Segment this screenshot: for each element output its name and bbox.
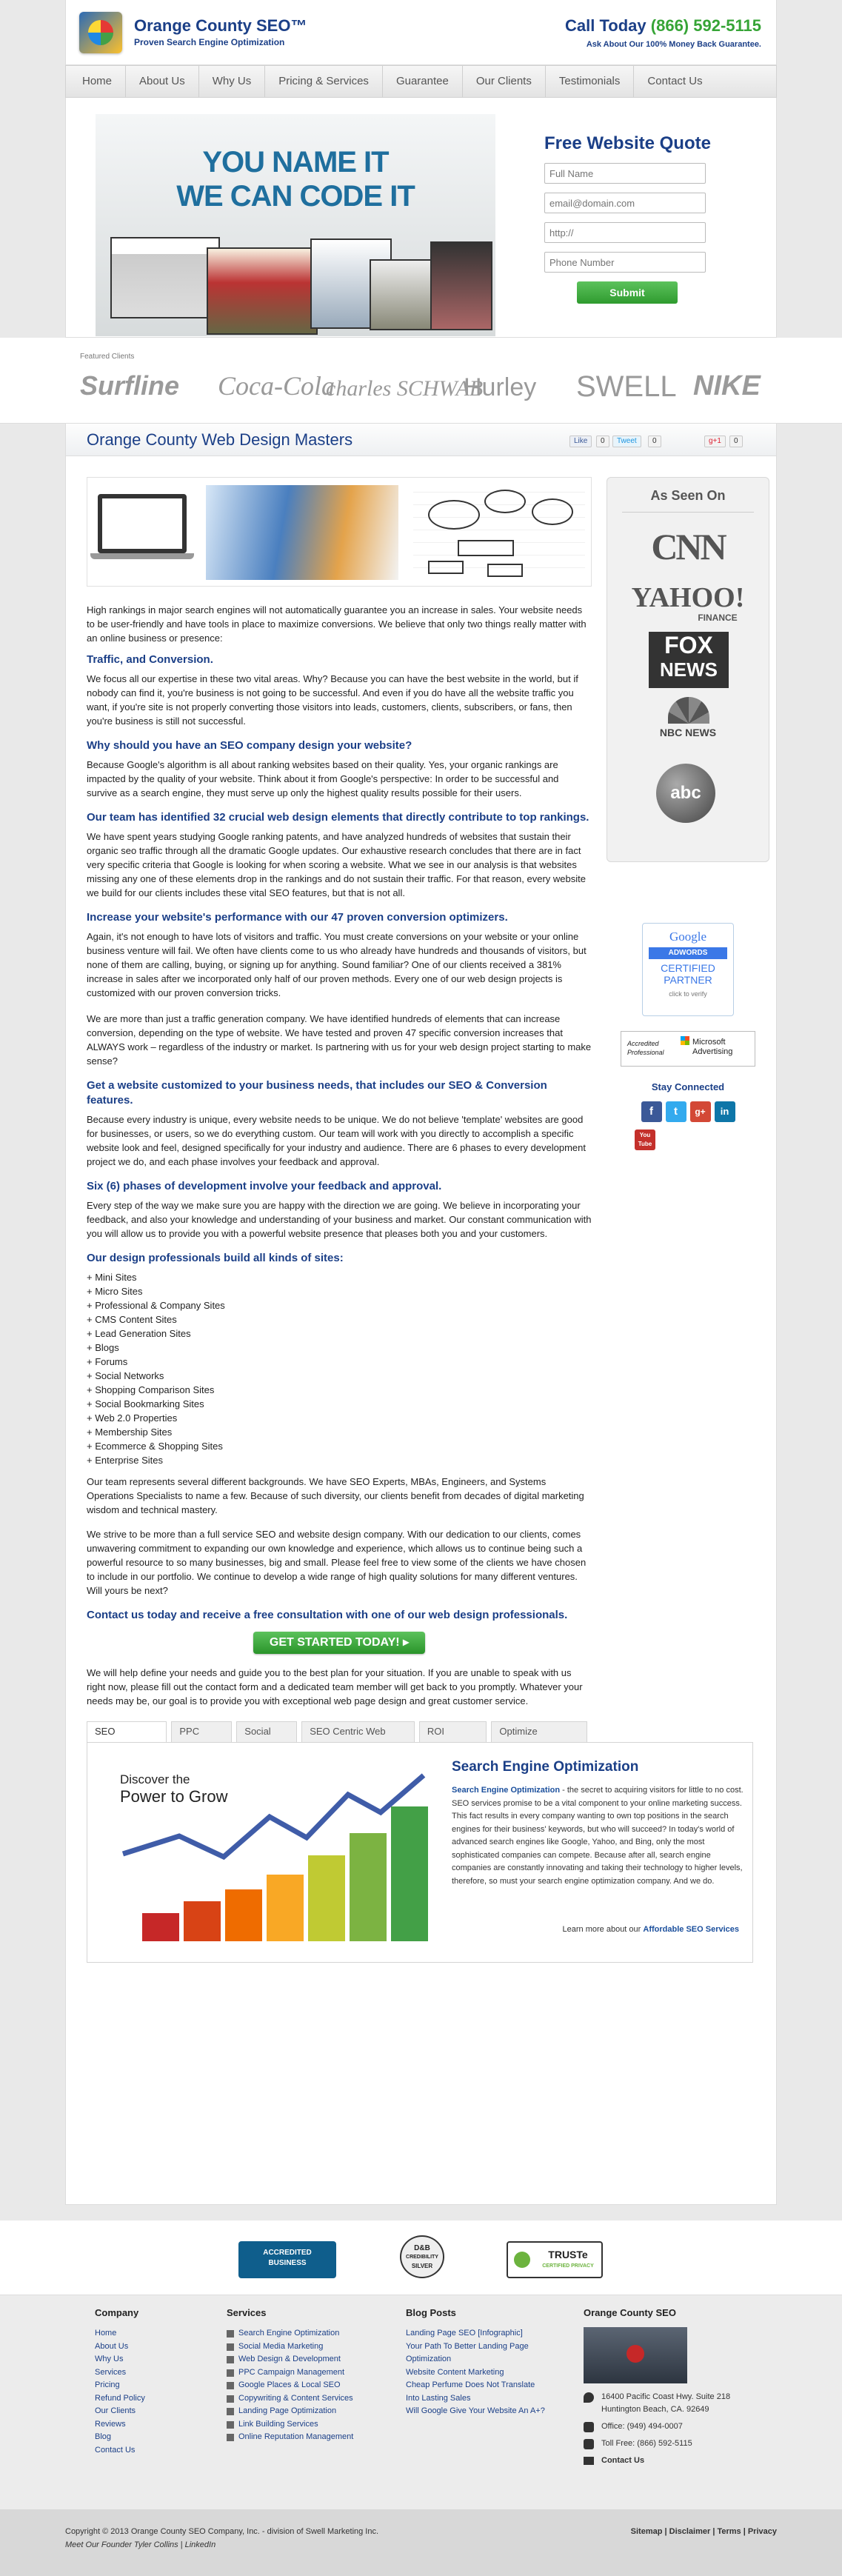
contact-text: Contact Us bbox=[601, 2456, 645, 2465]
address bbox=[584, 2391, 730, 2416]
footer-link[interactable]: Will Google Give Your Website An A+? bbox=[406, 2406, 545, 2415]
footer-link[interactable]: Online Reputation Management bbox=[227, 2431, 353, 2444]
founder-link[interactable]: Meet Our Founder Tyler Collins | LinkedIn bbox=[65, 2540, 216, 2549]
hero-section bbox=[65, 98, 777, 338]
like-count: 0 bbox=[596, 436, 609, 447]
page-title: Orange County Web Design Masters bbox=[87, 430, 353, 449]
learn-more bbox=[563, 1925, 739, 1934]
truste-line-2: CERTIFIED PRIVACY bbox=[542, 2263, 594, 2269]
main-content bbox=[65, 424, 777, 2205]
as-seen-on-title: As Seen On bbox=[650, 488, 726, 503]
website-mockups bbox=[206, 485, 398, 580]
brand-tagline: Proven Search Engine Optimization bbox=[134, 37, 285, 47]
tab-roi-analytics[interactable]: ROI bbox=[419, 1721, 487, 1742]
footer-link[interactable]: Search Engine Optimization bbox=[227, 2327, 353, 2340]
heading-traffic: Traffic, and Conversion. bbox=[87, 653, 213, 666]
facebook-icon[interactable]: f bbox=[641, 1101, 662, 1122]
client-logo-nike: NIKE bbox=[693, 370, 761, 401]
truste-line-1: TRUSTe bbox=[548, 2249, 588, 2260]
heading-why-seo: Why should you have an SEO company design your website? bbox=[87, 739, 412, 752]
client-logo-coca-cola: Coca-Cola bbox=[218, 371, 335, 401]
list-item: + Shopping Comparison Sites bbox=[87, 1384, 215, 1395]
nav-pricing-services[interactable]: Pricing & Services bbox=[265, 66, 383, 97]
partner-label: PARTNER bbox=[664, 974, 712, 986]
footer-oc-heading: Orange County SEO bbox=[584, 2307, 676, 2318]
truste-badge[interactable] bbox=[507, 2241, 603, 2278]
dnb-line-1: D&B bbox=[414, 2244, 430, 2252]
cta-label: GET STARTED TODAY! bbox=[269, 1636, 400, 1649]
phone-number[interactable]: (866) 592-5115 bbox=[650, 16, 761, 35]
site-types-list bbox=[87, 1270, 592, 1467]
list-item: + Membership Sites bbox=[87, 1427, 173, 1438]
footer-link[interactable]: PPC Campaign Management bbox=[227, 2366, 353, 2380]
trust-badges bbox=[0, 2220, 842, 2295]
yahoo-finance-label: FINANCE bbox=[698, 613, 738, 623]
heading-customized: Get a website customized to your business needs, that includes our SEO & Conversion features. bbox=[87, 1079, 547, 1107]
tab-social-mojo[interactable]: Social bbox=[236, 1721, 297, 1742]
hero-headline-line-2: WE CAN CODE IT bbox=[176, 180, 415, 213]
website-url-input[interactable] bbox=[544, 222, 706, 243]
panel-text bbox=[452, 1784, 746, 1888]
office-phone bbox=[584, 2420, 730, 2433]
laptop-base-icon bbox=[90, 553, 194, 559]
footer-link[interactable]: Social Media Marketing bbox=[227, 2340, 353, 2354]
panel-title: Search Engine Optimization bbox=[452, 1759, 639, 1775]
adwords-label: ADWORDS bbox=[649, 947, 727, 959]
list-item: + Social Bookmarking Sites bbox=[87, 1398, 204, 1409]
footer-link[interactable]: Optimization bbox=[406, 2355, 452, 2363]
footer-link[interactable]: Copywriting & Content Services bbox=[227, 2392, 353, 2406]
nav-guarantee[interactable]: Guarantee bbox=[383, 66, 463, 97]
bbb-line-1: ACCREDITED bbox=[263, 2249, 312, 2257]
cta-wrapper bbox=[87, 1632, 592, 1654]
footer-link[interactable]: Why Us bbox=[95, 2355, 124, 2363]
dnb-badge[interactable] bbox=[400, 2235, 444, 2278]
footer-link[interactable]: Landing Page SEO [Infographic] bbox=[406, 2329, 523, 2338]
microsoft-icon bbox=[681, 1036, 689, 1045]
client-logo-swell: SWELL bbox=[576, 370, 677, 403]
heading-contact: Contact us today and receive a free consultation with one of our web design professionals. bbox=[87, 1609, 568, 1621]
office-phone-text: Office: (949) 494-0007 bbox=[601, 2422, 683, 2431]
envelope-icon bbox=[584, 2457, 594, 2465]
brand-name[interactable]: Orange County SEO™ bbox=[134, 16, 307, 35]
accredited-label: Accredited Professional bbox=[627, 1040, 664, 1056]
map-pin-icon bbox=[584, 2392, 594, 2403]
traffic-paragraph: We focus all our expertise in these two vital areas. Why? Because you can have the best website in the world, but if nobody can find it, you're business is not going to be successful. And even if you do have all the website traffic you want, if you're site is not properly converting those visitors into leads, customers, clients, subscribers, or fans, then you're business is still not successful. bbox=[87, 673, 578, 727]
nav-contact-us[interactable]: Contact Us bbox=[647, 75, 703, 87]
growth-bars-graphic bbox=[113, 1765, 435, 1944]
dnb-line-2: CREDIBILITY bbox=[406, 2255, 438, 2260]
toll-free-phone bbox=[584, 2437, 730, 2450]
affordable-seo-link[interactable]: Affordable SEO Services bbox=[643, 1925, 739, 1934]
footer-link[interactable]: About Us bbox=[95, 2341, 129, 2351]
plus-count: 0 bbox=[729, 436, 743, 447]
list-item: + Ecommerce & Shopping Sites bbox=[87, 1441, 223, 1452]
copyright: Copyright © 2013 Orange County SEO Company, Inc. - division of Swell Marketing Inc. bbox=[65, 2527, 379, 2536]
heading-site-types: Our design professionals build all kinds of sites: bbox=[87, 1252, 344, 1264]
phone-icon bbox=[584, 2439, 594, 2449]
list-item: + Mini Sites bbox=[87, 1272, 137, 1283]
google-adwords-badge[interactable] bbox=[642, 923, 734, 1016]
phone-icon bbox=[584, 2422, 594, 2432]
get-started-button[interactable] bbox=[253, 1632, 425, 1654]
footer-link[interactable]: Reviews bbox=[95, 2419, 126, 2429]
website-screenshot bbox=[207, 247, 318, 335]
bbb-line-2: BUSINESS bbox=[268, 2259, 307, 2267]
call-label: Call Today bbox=[565, 16, 646, 35]
abc-label: abc bbox=[670, 783, 701, 803]
as-seen-on bbox=[607, 477, 769, 862]
title-bar bbox=[66, 424, 776, 456]
cnn-logo: CNN bbox=[651, 526, 725, 567]
footer-link[interactable]: Your Path To Better Landing Page bbox=[406, 2341, 529, 2351]
facebook-like-button[interactable] bbox=[569, 436, 592, 447]
stay-connected: Stay Connected bbox=[651, 1081, 725, 1092]
tweet-label: Tweet bbox=[617, 437, 637, 445]
footer-link[interactable]: Blog bbox=[95, 2432, 112, 2441]
growth-chart-image bbox=[113, 1765, 435, 1944]
list-item: + Micro Sites bbox=[87, 1286, 143, 1297]
client-logo-schwab: charles SCHWAB bbox=[326, 376, 484, 401]
youtube-icon[interactable]: You Tube bbox=[635, 1129, 655, 1150]
footer-link[interactable]: Cheap Perfume Does Not Translate bbox=[406, 2380, 535, 2389]
help-paragraph: We will help define your needs and guide you to the best plan for your situation. If you are unable to speak with us right now, please fill out the contact form and a dedicated team member will get back to you promptly. Whatever your needs may be, our goal is to provide you with exceptional web page design and great customer service. bbox=[87, 1667, 583, 1706]
main-nav bbox=[65, 65, 777, 98]
list-item: + CMS Content Sites bbox=[87, 1314, 177, 1325]
client-logo-hurley: Hurley bbox=[464, 373, 537, 401]
footer-link[interactable]: Pricing bbox=[95, 2380, 120, 2389]
footer-link[interactable]: Contact Us bbox=[95, 2445, 136, 2455]
google-plus-button[interactable]: g+1 bbox=[704, 436, 726, 447]
fox-label: FOX bbox=[664, 632, 713, 658]
tweet-count: 0 bbox=[648, 436, 661, 447]
address-line-2: Huntington Beach, CA. 92649 bbox=[601, 2405, 709, 2414]
footer-blog-heading: Blog Posts bbox=[406, 2307, 456, 2318]
image-line-1: Discover the bbox=[120, 1772, 190, 1786]
footer-link[interactable]: Into Lasting Sales bbox=[406, 2393, 471, 2403]
truste-check-icon bbox=[514, 2252, 530, 2268]
seo-link[interactable]: Search Engine Optimization bbox=[452, 1786, 561, 1795]
verify-label: click to verify bbox=[669, 990, 707, 998]
arrow-right-icon: ▸ bbox=[403, 1636, 410, 1649]
panel-body: - the secret to acquiring visitors for little to no cost. SEO services promise to be a vital component to your online marketing success. This fact results in every company wanting to own top positions in the search engines for their business' keywords, but who will succeed? In today's world of advanced search engines like Google, Yahoo, and Bing, only the most sophisticated companies can compete. Because after all, search engine companies are constantly innovating and taking their technology to higher levels, therefore, so must your search engine optimization company. And we do. bbox=[452, 1786, 744, 1886]
optimizers-paragraph-2: We are more than just a traffic generation company. We have identified hundreds of elements that can increase conversion, depending on the type of website. We have tested and proven 47 specific conversion increases that ALWAYS work – regardless of the industry or market. Is partnering with us for your web design project starting to make sense? bbox=[87, 1013, 592, 1067]
list-item: + Enterprise Sites bbox=[87, 1455, 163, 1466]
bbb-badge[interactable] bbox=[238, 2241, 336, 2278]
image-line-2: Power to Grow bbox=[120, 1787, 228, 1806]
intro-paragraph: High rankings in major search engines will not automatically guarantee you an increase in sales. Your website needs to be user-friendly and have tools in place to maximize conversions. We believe that only two things really matter with an online business or presence: bbox=[87, 604, 587, 644]
toll-free-text: Toll Free: (866) 592-5115 bbox=[601, 2439, 692, 2448]
customized-paragraph: Because every industry is unique, every website needs to be unique. We do not believe 'template' websites are good for businesses, or users, so we do everything custom. Our team will work with you directly to accomplish a specific website look and feel, designed specifically for your industry and audience. There are 6 phases to every development project we do, and each phase involves your feedback and approval. bbox=[87, 1114, 586, 1167]
footer-link[interactable]: Website Content Marketing bbox=[406, 2367, 504, 2377]
like-label: Like bbox=[574, 437, 588, 445]
sketch-diagram bbox=[413, 485, 585, 580]
list-item: + Professional & Company Sites bbox=[87, 1300, 225, 1311]
footer-link[interactable]: Landing Page Optimization bbox=[227, 2405, 353, 2418]
tweet-button[interactable] bbox=[612, 436, 641, 447]
website-screenshot bbox=[430, 241, 492, 330]
footer-services-heading: Services bbox=[227, 2307, 267, 2318]
featured-clients-label: Featured Clients bbox=[80, 353, 135, 361]
quote-form-title: Free Website Quote bbox=[544, 133, 711, 153]
client-logo-surfline: Surfline bbox=[80, 370, 180, 401]
social-icons bbox=[607, 1101, 769, 1122]
footer-link[interactable]: Services bbox=[95, 2367, 127, 2377]
news-label: NEWS bbox=[660, 658, 718, 681]
email-input[interactable] bbox=[544, 193, 706, 213]
list-item: + Social Networks bbox=[87, 1370, 164, 1381]
nav-testimonials[interactable]: Testimonials bbox=[546, 66, 635, 97]
dnb-line-3: SILVER bbox=[411, 2263, 433, 2269]
footer-company-heading: Company bbox=[95, 2307, 139, 2318]
fox-news-logo bbox=[649, 632, 729, 688]
hero-headline-line-1: YOU NAME IT bbox=[202, 146, 389, 178]
team-paragraph: Our team represents several different backgrounds. We have SEO Experts, MBAs, Engineers, and Systems Operations Specialists to name a few. Because of such diversity, our clients benefit from decades of digital marketing wisdom and technical mastery. bbox=[87, 1476, 584, 1515]
address-line-1: 16400 Pacific Coast Hwy. Suite 218 bbox=[601, 2392, 731, 2401]
heading-47-optimizers: Increase your website's performance with our 47 proven conversion optimizers. bbox=[87, 911, 508, 924]
list-item: + Lead Generation Sites bbox=[87, 1328, 191, 1339]
google-label: Google bbox=[669, 930, 707, 944]
logo-icon[interactable] bbox=[79, 12, 122, 53]
footer-bottom bbox=[0, 2509, 842, 2576]
list-item: + Forums bbox=[87, 1356, 128, 1367]
phone-input[interactable] bbox=[544, 252, 706, 273]
yahoo-logo: YAHOO! bbox=[631, 582, 745, 613]
call-today[interactable] bbox=[565, 16, 761, 36]
footer-link[interactable]: Home bbox=[95, 2329, 117, 2338]
learn-more-label: Learn more about our bbox=[562, 1925, 644, 1934]
footer-link[interactable]: Our Clients bbox=[95, 2406, 136, 2415]
list-item: + Blogs bbox=[87, 1342, 119, 1353]
tab-seo-domination[interactable]: SEO bbox=[87, 1721, 167, 1742]
hero-headline bbox=[96, 145, 495, 213]
sidebar bbox=[607, 477, 769, 1150]
why-paragraph: Because Google's algorithm is all about ranking websites based on their quality. Yes, your organic rankings are impacted by the quality of your website. Think about it from Google's perspective: In order to be successful and survive as a search engine, they must serve up only the highest quality results possible for their users. bbox=[87, 759, 559, 798]
footer-blog bbox=[406, 2307, 545, 2418]
footer-contact-link[interactable] bbox=[584, 2455, 730, 2467]
website-screenshot bbox=[110, 237, 220, 318]
featured-clients bbox=[0, 338, 842, 424]
full-name-input[interactable] bbox=[544, 163, 706, 184]
site-header bbox=[65, 0, 777, 65]
list-item: + Web 2.0 Properties bbox=[87, 1412, 178, 1424]
google-plus-icon[interactable]: g+ bbox=[690, 1101, 711, 1122]
submit-button[interactable]: Submit bbox=[577, 281, 678, 304]
elements-paragraph: We have spent years studying Google ranking patents, and have analyzed hundreds of websites that sustain their organic seo traffic through all the dramatic Google updates. Our exhaustive research concludes that there are in fact very specific criteria that Google is looking for when scoring a website. What we see in our analysis is that websites missing any one of these elements drop in the rankings and do not sustain their traffic. For that reason, every website we build for our clients includes these vital SEO features, but that is not all. bbox=[87, 831, 586, 898]
legal-links[interactable]: Sitemap | Disclaimer | Terms | Privacy bbox=[630, 2527, 777, 2536]
footer-link[interactable]: Web Design & Development bbox=[227, 2353, 353, 2366]
heading-32-elements: Our team has identified 32 crucial web design elements that directly contribute to top rankings. bbox=[87, 811, 589, 824]
site-footer bbox=[0, 2295, 842, 2509]
twitter-icon[interactable]: t bbox=[666, 1101, 686, 1122]
services-tabs bbox=[87, 1721, 592, 1742]
nav-home[interactable]: Home bbox=[66, 66, 126, 97]
nbc-peacock-icon bbox=[668, 697, 709, 724]
tab-seo-centric-web-design[interactable]: SEO Centric Web bbox=[301, 1721, 415, 1742]
tab-ppc-profits[interactable]: PPC bbox=[171, 1721, 232, 1742]
footer-services bbox=[227, 2307, 353, 2444]
footer-link[interactable]: Google Places & Local SEO bbox=[227, 2379, 353, 2392]
heading-six-phases: Six (6) phases of development involve your feedback and approval. bbox=[87, 1180, 442, 1192]
tab-optimize-conversion[interactable]: Optimize bbox=[491, 1721, 587, 1742]
abc-logo bbox=[656, 764, 715, 823]
web-design-banner bbox=[87, 477, 592, 587]
strive-paragraph: We strive to be more than a full service SEO and website design company. With our dedication to our clients, comes unwavering commitment to expanding our own knowledge and experience, which allows us to continue being such a powerful resource to so many businesses, big and small. Please feel free to view some of the clients we have chosen to include in our portfolio. We continue to develop a wide range of high quality solutions for many different ventures. Will yours be next? bbox=[87, 1529, 587, 1596]
nbc-news-logo: NBC NEWS bbox=[659, 727, 717, 738]
guarantee-text: Ask About Our 100% Money Back Guarantee. bbox=[586, 40, 761, 49]
divider bbox=[622, 512, 754, 513]
microsoft-advertising-badge[interactable] bbox=[621, 1031, 755, 1067]
optimizers-paragraph-1: Again, it's not enough to have lots of visitors and traffic. You must create conversions on your website or your online business venture will fail. We often have clients come to us who already have hundreds and thousands of visitors, but none of them are calling, buying, or signing up for anything. Sound familiar? One of our clients received a 381% increase in sales after we incorporated only half of our proven methods. Every one of our web design projects is customized with our proven conversion tricks. bbox=[87, 931, 587, 998]
phases-paragraph: Every step of the way we make sure you are happy with the direction we are going. We believe in incorporating your feedback, and also your knowledge and understanding of your business and market. Our constant communication with you will allow us to provide you with a powerful website presence that pleases both you and your customers. bbox=[87, 1200, 592, 1239]
video-thumbnail[interactable] bbox=[584, 2327, 687, 2383]
footer-company bbox=[95, 2307, 145, 2457]
nav-why-us[interactable]: Why Us bbox=[199, 66, 266, 97]
nav-our-clients[interactable]: Our Clients bbox=[463, 66, 546, 97]
footer-link[interactable]: Refund Policy bbox=[95, 2393, 145, 2403]
linkedin-icon[interactable]: in bbox=[715, 1101, 735, 1122]
laptop-icon bbox=[98, 494, 187, 553]
hero-image bbox=[96, 114, 495, 336]
nav-about-us[interactable]: About Us bbox=[126, 66, 199, 97]
footer-contact bbox=[584, 2307, 730, 2467]
microsoft-label: Microsoft Advertising bbox=[692, 1038, 733, 1056]
tab-panel-seo bbox=[87, 1742, 753, 1963]
footer-link[interactable]: Link Building Services bbox=[227, 2418, 353, 2432]
certified-label: CERTIFIED bbox=[661, 962, 715, 974]
